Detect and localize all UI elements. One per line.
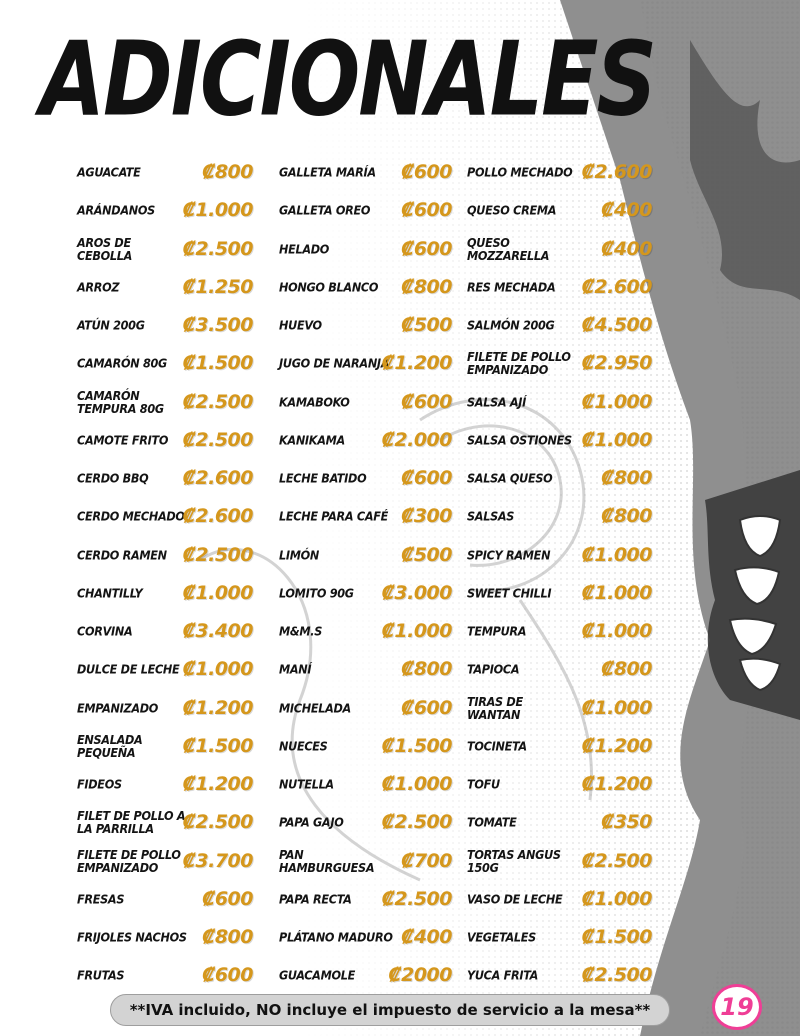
menu-item (77, 459, 253, 497)
menu-item-name: FILETE DE POLLO EMPANIZADO (467, 349, 571, 378)
menu-item-name: MICHELADA (279, 700, 351, 716)
menu-item (77, 842, 253, 880)
menu-item-price: ₡3.000 (381, 581, 452, 604)
menu-item-name: VEGETALES (467, 929, 536, 945)
menu-item-price: ₡700 (401, 849, 452, 872)
menu-item (279, 344, 452, 382)
menu-item-price: ₡1.200 (381, 352, 452, 375)
menu-item-price: ₡1.000 (581, 620, 652, 643)
menu-item (279, 306, 452, 344)
menu-item (279, 268, 452, 306)
menu-item-price: ₡1.200 (182, 773, 253, 796)
menu-item (77, 344, 253, 382)
menu-item-price: ₡1.000 (581, 428, 652, 451)
menu-item (279, 497, 452, 535)
menu-item (279, 727, 452, 765)
menu-item-name: TIRAS DE WANTAN (467, 693, 523, 722)
menu-item-name: TOFU (467, 776, 500, 792)
menu-item (77, 421, 253, 459)
menu-item-price: ₡3.700 (182, 849, 253, 872)
menu-item (467, 689, 652, 727)
menu-column-1 (77, 153, 253, 995)
menu-item-name: ENSALADA PEQUEÑA (77, 731, 143, 760)
menu-item-price: ₡1.200 (182, 696, 253, 719)
menu-item-name: TAPIOCA (467, 661, 520, 677)
menu-item (77, 230, 253, 268)
menu-item-price: ₡1.000 (581, 581, 652, 604)
menu-item-name: FRUTAS (77, 967, 125, 983)
menu-item-name: DULCE DE LECHE (77, 661, 180, 677)
menu-item (467, 803, 652, 841)
menu-item-price: ₡2.500 (381, 887, 452, 910)
menu-item-price: ₡2.000 (381, 428, 452, 451)
menu-item-price: ₡1.500 (182, 352, 253, 375)
menu-item-name: QUESO MOZZARELLA (467, 234, 550, 263)
menu-item-price: ₡300 (401, 505, 452, 528)
menu-item (77, 191, 253, 229)
menu-item-price: ₡2.950 (581, 352, 652, 375)
menu-item-name: ATÚN 200G (77, 317, 145, 333)
menu-item (279, 918, 452, 956)
menu-item-name: NUECES (279, 738, 328, 754)
tax-note-banner: **IVA incluido, NO incluye el impuesto de servicio a la mesa** (110, 994, 670, 1026)
menu-item-price: ₡400 (401, 926, 452, 949)
menu-item (467, 306, 652, 344)
menu-item-price: ₡600 (202, 887, 253, 910)
menu-item-name: HELADO (279, 241, 330, 257)
menu-item (467, 153, 652, 191)
menu-item (279, 842, 452, 880)
menu-item-name: KANIKAMA (279, 432, 345, 448)
menu-item-price: ₡1.000 (581, 543, 652, 566)
menu-item-price: ₡600 (401, 199, 452, 222)
menu-item-name: LECHE PARA CAFÉ (279, 508, 389, 524)
page-title: ADICIONALES (40, 19, 656, 140)
menu-item-price: ₡600 (401, 696, 452, 719)
menu-item-name: GALLETA OREO (279, 202, 371, 218)
menu-item-name: SWEET CHILLI (467, 585, 552, 601)
menu-item-price: ₡2.600 (581, 161, 652, 184)
menu-item-price: ₡1.000 (581, 696, 652, 719)
menu-item-name: SALSA AJÍ (467, 394, 527, 410)
menu-item-price: ₡600 (401, 390, 452, 413)
menu-item (279, 765, 452, 803)
menu-item-name: FILETE DE POLLO EMPANIZADO (77, 846, 181, 875)
menu-item (279, 574, 452, 612)
menu-item-name: FRESAS (77, 891, 125, 907)
menu-item (279, 153, 452, 191)
menu-item-price: ₡2.500 (182, 428, 253, 451)
menu-item (77, 612, 253, 650)
menu-item (467, 268, 652, 306)
menu-item (467, 918, 652, 956)
menu-item (77, 497, 253, 535)
menu-item-price: ₡1.000 (381, 620, 452, 643)
menu-item-price: ₡1.000 (182, 581, 253, 604)
menu-item-price: ₡600 (202, 964, 253, 987)
menu-item-name: TOMATE (467, 814, 517, 830)
menu-item-price: ₡2.500 (581, 964, 652, 987)
menu-item-name: TORTAS ANGUS 150G (467, 846, 561, 875)
menu-item-price: ₡1.500 (381, 734, 452, 757)
menu-item-name: GALLETA MARÍA (279, 164, 376, 180)
menu-item-price: ₡800 (601, 658, 652, 681)
menu-item-price: ₡800 (202, 161, 253, 184)
menu-item-name: CERDO BBQ (77, 470, 149, 486)
menu-item-name: YUCA FRITA (467, 967, 539, 983)
menu-item-price: ₡1.000 (182, 199, 253, 222)
menu-item-name: SALSA QUESO (467, 470, 553, 486)
menu-item-name: M&M.S (279, 623, 323, 639)
menu-item (77, 153, 253, 191)
menu-item (279, 536, 452, 574)
menu-item (77, 956, 253, 994)
menu-item (467, 880, 652, 918)
menu-item-price: ₡2.500 (182, 237, 253, 260)
menu-item-price: ₡400 (601, 237, 652, 260)
menu-item-price: ₡600 (401, 467, 452, 490)
menu-item (279, 956, 452, 994)
menu-item-price: ₡800 (202, 926, 253, 949)
menu-item-name: MANÍ (279, 661, 312, 677)
menu-item-name: PAPA RECTA (279, 891, 352, 907)
menu-item-name: TEMPURA (467, 623, 527, 639)
menu-item (467, 765, 652, 803)
menu-item-name: GUACAMOLE (279, 967, 355, 983)
menu-item (279, 689, 452, 727)
menu-item-price: ₡2.500 (182, 811, 253, 834)
menu-item (279, 459, 452, 497)
menu-item-name: CHANTILLY (77, 585, 143, 601)
menu-item-price: ₡2000 (388, 964, 452, 987)
menu-item-price: ₡600 (401, 161, 452, 184)
menu-item-name: CAMOTE FRITO (77, 432, 169, 448)
menu-item (279, 650, 452, 688)
menu-item (467, 383, 652, 421)
menu-item-price: ₡800 (401, 275, 452, 298)
menu-item-name: SALSA OSTIONES (467, 432, 572, 448)
menu-item-price: ₡2.500 (381, 811, 452, 834)
menu-item-name: FRIJOLES NACHOS (77, 929, 187, 945)
menu-item (77, 765, 253, 803)
menu-item-name: CERDO RAMEN (77, 547, 167, 563)
menu-item-price: ₡500 (401, 543, 452, 566)
menu-item (467, 727, 652, 765)
menu-item-price: ₡2.500 (581, 849, 652, 872)
menu-item (279, 612, 452, 650)
menu-item (279, 191, 452, 229)
menu-item-name: SALSAS (467, 508, 515, 524)
menu-item-price: ₡400 (601, 199, 652, 222)
menu-item-price: ₡2.600 (182, 505, 253, 528)
menu-item-name: SPICY RAMEN (467, 547, 551, 563)
menu-item-name: HONGO BLANCO (279, 279, 379, 295)
menu-item-price: ₡350 (601, 811, 652, 834)
menu-item (279, 383, 452, 421)
menu-item-price: ₡2.600 (182, 467, 253, 490)
menu-item-price: ₡1.500 (581, 926, 652, 949)
menu-item-name: FIDEOS (77, 776, 122, 792)
page-number-badge: 19 (712, 984, 762, 1030)
menu-item-name: HUEVO (279, 317, 322, 333)
menu-item-price: ₡800 (401, 658, 452, 681)
menu-item-name: TOCINETA (467, 738, 527, 754)
menu-item (279, 421, 452, 459)
menu-item-price: ₡1.200 (581, 773, 652, 796)
menu-item (77, 536, 253, 574)
menu-item-name: CAMARÓN TEMPURA 80G (77, 387, 164, 416)
menu-item-name: FILET DE POLLO A LA PARRILLA (77, 808, 186, 837)
menu-item (77, 803, 253, 841)
menu-item-name: RES MECHADA (467, 279, 556, 295)
menu-item (467, 956, 652, 994)
menu-item (467, 230, 652, 268)
menu-item-price: ₡1.500 (182, 734, 253, 757)
menu-item (279, 880, 452, 918)
menu-item (467, 612, 652, 650)
menu-item-price: ₡800 (601, 467, 652, 490)
menu-item-name: AROS DE CEBOLLA (77, 234, 132, 263)
menu-item (279, 230, 452, 268)
menu-item-name: AGUACATE (77, 164, 141, 180)
menu-item-price: ₡1.200 (581, 734, 652, 757)
menu-item-price: ₡1.250 (182, 275, 253, 298)
menu-item-name: LECHE BATIDO (279, 470, 367, 486)
menu-item-name: ARÁNDANOS (77, 202, 155, 218)
menu-item-price: ₡4.500 (581, 314, 652, 337)
menu-item-name: VASO DE LECHE (467, 891, 563, 907)
menu-item-price: ₡2.600 (581, 275, 652, 298)
menu-item (77, 574, 253, 612)
menu-item (77, 268, 253, 306)
menu-item (467, 842, 652, 880)
menu-item (467, 650, 652, 688)
menu-item (77, 880, 253, 918)
menu-item-name: PAPA GAJO (279, 814, 344, 830)
menu-item-price: ₡800 (601, 505, 652, 528)
menu-item (77, 383, 253, 421)
menu-item-name: LIMÓN (279, 547, 320, 563)
menu-item-name: KAMABOKO (279, 394, 350, 410)
menu-item (467, 574, 652, 612)
menu-item-name: LOMITO 90G (279, 585, 354, 601)
menu-item (467, 421, 652, 459)
menu-item (467, 191, 652, 229)
menu-item-price: ₡600 (401, 237, 452, 260)
menu-item-name: PLÁTANO MADURO (279, 929, 393, 945)
menu-item-name: CORVINA (77, 623, 133, 639)
menu-item-price: ₡1.000 (381, 773, 452, 796)
menu-item (467, 459, 652, 497)
menu-item (467, 344, 652, 382)
menu-item-name: QUESO CREMA (467, 202, 557, 218)
menu-item-price: ₡3.400 (182, 620, 253, 643)
menu-item (77, 918, 253, 956)
menu-item (467, 497, 652, 535)
menu-item-name: NUTELLA (279, 776, 334, 792)
menu-item-price: ₡3.500 (182, 314, 253, 337)
menu-item-price: ₡1.000 (581, 887, 652, 910)
menu-item-name: JUGO DE NARANJA (279, 355, 390, 371)
menu-item (77, 689, 253, 727)
menu-item-name: ARROZ (77, 279, 120, 295)
menu-item-name: POLLO MECHADO (467, 164, 573, 180)
menu-column-2 (279, 153, 452, 995)
menu-item-name: EMPANIZADO (77, 700, 159, 716)
menu-item-name: CAMARÓN 80G (77, 355, 167, 371)
menu-item (77, 727, 253, 765)
menu-item-name: PAN HAMBURGUESA (279, 846, 375, 875)
menu-item (279, 803, 452, 841)
menu-item (77, 306, 253, 344)
menu-item (467, 536, 652, 574)
menu-item-price: ₡1.000 (182, 658, 253, 681)
menu-item-name: SALMÓN 200G (467, 317, 555, 333)
menu-column-3 (467, 153, 652, 995)
menu-item-price: ₡1.000 (581, 390, 652, 413)
menu-item-name: CERDO MECHADO (77, 508, 185, 524)
menu-item-price: ₡2.500 (182, 390, 253, 413)
menu-item (77, 650, 253, 688)
menu-item-price: ₡2.500 (182, 543, 253, 566)
menu-item-price: ₡500 (401, 314, 452, 337)
